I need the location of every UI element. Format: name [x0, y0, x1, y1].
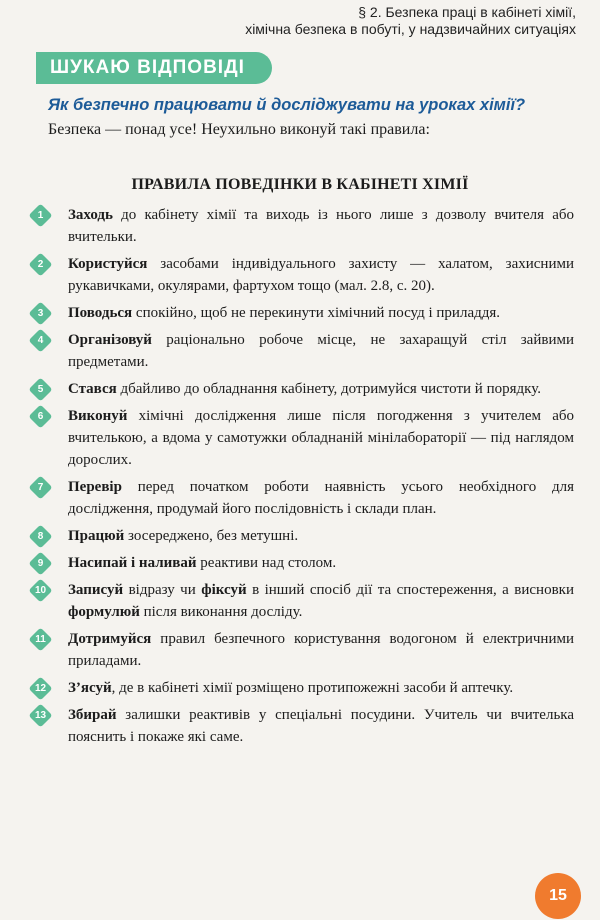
rule-text	[68, 207, 574, 245]
rule-item	[30, 204, 574, 248]
rule-keyword: Дотримуйся	[68, 631, 152, 647]
rule-text-segment: , де в кабінеті хімії розміщено протипожежні засоби й аптечку.	[111, 680, 514, 696]
rule-text-segment: правил безпечного користування водогоном й електричними приладами.	[68, 631, 574, 669]
rule-text-segment: в інший спосіб дії та спостереження, а висновки	[246, 582, 574, 598]
rule-text-segment: раціонально робоче місце, не захаращуй стіл зайвими предметами.	[68, 332, 574, 370]
rule-number: 12	[34, 683, 47, 694]
rule-number: 8	[37, 531, 44, 542]
rule-text-segment: засобами індивідуального захисту — халатом, захисними рукавичками, окулярами, фартухом тощо (мал. 2.8, с. 20).	[68, 256, 574, 294]
rule-number: 11	[35, 634, 46, 645]
rule-keyword: Насипай і наливай	[68, 555, 197, 571]
rule-text	[68, 256, 574, 294]
rule-text	[68, 408, 574, 468]
section-header	[245, 4, 576, 38]
rule-number: 9	[37, 558, 44, 569]
rule-text-segment: зосереджено, без метушні.	[124, 528, 299, 544]
rule-keyword: Працюй	[68, 528, 125, 544]
rule-item	[30, 579, 574, 623]
rule-keyword: Організовуй	[68, 332, 152, 348]
rule-number: 6	[37, 411, 44, 422]
rule-number: 2	[37, 259, 44, 270]
rule-keyword: Поводься	[68, 305, 133, 321]
rule-item	[30, 329, 574, 373]
rule-text	[68, 555, 336, 571]
rule-text	[68, 528, 298, 544]
rule-number: 1	[37, 210, 44, 221]
rule-number: 3	[37, 308, 44, 319]
rule-number: 13	[34, 710, 47, 721]
rule-number: 4	[37, 335, 44, 346]
rules-title: ПРАВИЛА ПОВЕДІНКИ В КАБІНЕТІ ХІМІЇ	[131, 176, 469, 193]
rule-text-segment: хімічні дослідження лише після погодження з учителем або вчителькою, а вдома у самотужки обладнаній мінілабораторії — під наглядом дорослих.	[68, 408, 574, 468]
rule-keyword: формулюй	[68, 604, 140, 620]
rule-number: 10	[34, 585, 47, 596]
section-header-line1: § 2. Безпека праці в кабінеті хімії,	[358, 4, 576, 20]
rule-item	[30, 302, 574, 324]
rule-text	[68, 707, 574, 745]
rule-item	[30, 552, 574, 574]
rule-keyword: Записуй	[68, 582, 124, 598]
rule-text	[68, 631, 574, 669]
rules-list	[30, 204, 574, 753]
rule-text-segment: після виконання досліду.	[139, 604, 303, 620]
rule-item	[30, 378, 574, 400]
rule-keyword: Користуйся	[68, 256, 148, 272]
rule-text-segment: дбайливо до обладнання кабінету, дотримуйся чистоти й порядку.	[116, 381, 541, 397]
rule-text	[68, 332, 574, 370]
rule-text-segment: залишки реактивів у спеціальні посудини. Учитель чи вчителька пояснить і покаже які саме.	[68, 707, 574, 745]
rule-item	[30, 704, 574, 748]
rule-text	[68, 305, 500, 321]
rule-item	[30, 677, 574, 699]
rule-number: 5	[37, 384, 44, 395]
intro-text: Безпека — понад усе! Неухильно виконуй такі правила:	[48, 121, 430, 138]
rule-item	[30, 253, 574, 297]
rule-text-segment: реактиви над столом.	[196, 555, 337, 571]
rule-item	[30, 525, 574, 547]
rule-keyword: З’ясуй	[68, 680, 112, 696]
rule-text	[68, 680, 513, 696]
section-header-line2: хімічна безпека в побуті, у надзвичайних ситуаціях	[245, 21, 576, 37]
rule-text	[68, 479, 574, 517]
guiding-question: Як безпечно працювати й досліджувати на уроках хімії?	[48, 96, 526, 114]
rule-number: 7	[37, 482, 44, 493]
rule-text-segment: спокійно, щоб не перекинути хімічний посуд і приладдя.	[132, 305, 501, 321]
rule-text	[68, 381, 541, 397]
rule-text-segment: до кабінету хімії та виходь із нього лише з дозволу вчителя або вчительки.	[68, 207, 574, 245]
page-number: 15	[535, 873, 581, 919]
rule-text-segment: перед початком роботи наявність усього необхідного для дослідження, продумай його послідовність і склади план.	[68, 479, 574, 517]
rule-text	[68, 582, 574, 620]
rule-item	[30, 476, 574, 520]
rule-keyword: Збирай	[68, 707, 117, 723]
rule-keyword: Перевір	[68, 479, 122, 495]
rule-keyword: Заходь	[68, 207, 113, 223]
section-banner: ШУКАЮ ВІДПОВІДІ	[36, 52, 272, 84]
rule-keyword: Виконуй	[68, 408, 128, 424]
rule-text-segment: відразу чи	[123, 582, 202, 598]
rule-item	[30, 628, 574, 672]
rule-item	[30, 405, 574, 471]
rule-keyword: Стався	[68, 381, 117, 397]
rule-keyword: фіксуй	[201, 582, 247, 598]
